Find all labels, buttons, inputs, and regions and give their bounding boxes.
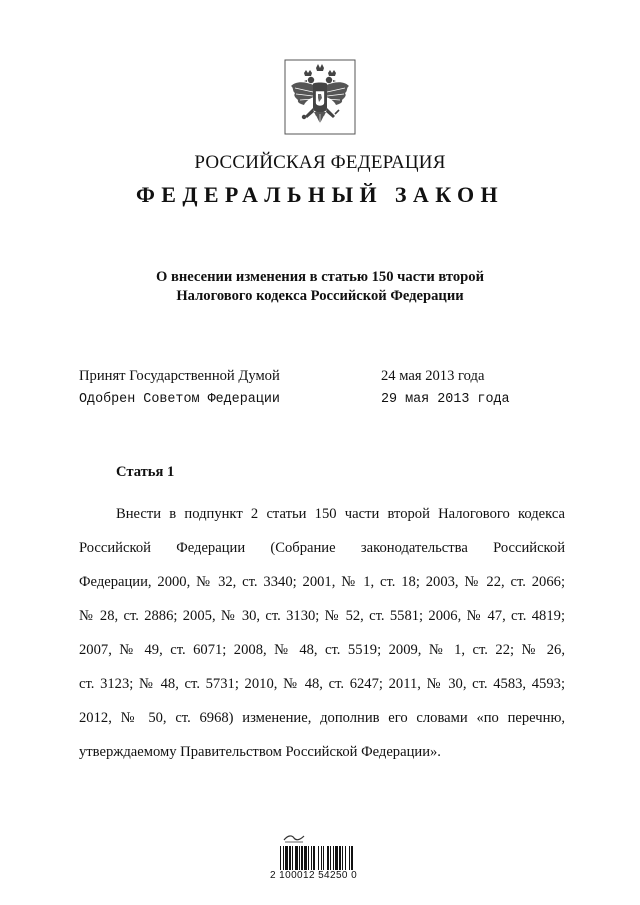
article-line: Федерации, 2000, № 32, ст. 3340; 2001, № 1, ст. 18; 2003, № 22, ст. 2066; xyxy=(79,574,565,590)
article-line: 2012, № 50, ст. 6968) изменение, дополнив его словами «по перечню, xyxy=(79,710,565,726)
article-line: утверждаемому Правительством Российской Федерации». xyxy=(79,744,441,760)
article-line: Внести в подпункт 2 статьи 150 части второй Налогового кодекса xyxy=(116,506,565,522)
adoption-label: Одобрен Советом Федерации xyxy=(79,392,280,407)
country-name: РОССИЙСКАЯ ФЕДЕРАЦИЯ xyxy=(194,152,446,173)
russian-coat-of-arms-emblem xyxy=(283,58,357,136)
document-type: ФЕДЕРАЛЬНЫЙ ЗАКОН xyxy=(135,182,505,207)
adoption-date: 29 мая 2013 года xyxy=(381,392,510,407)
article-heading: Статья 1 xyxy=(116,464,175,480)
article-line: ст. 3123; № 48, ст. 5731; 2010, № 48, ст. 6247; 2011, № 30, ст. 4583, 4593; xyxy=(79,676,565,692)
law-title xyxy=(0,268,640,306)
barcode-number: 2 100012 54250 0 xyxy=(270,870,358,881)
adoption-date: 24 мая 2013 года xyxy=(381,368,485,384)
law-title-line: О внесении изменения в статью 150 части второй xyxy=(155,269,485,285)
adoption-label: Принят Государственной Думой xyxy=(79,368,280,384)
article-body xyxy=(79,497,565,769)
law-title-line: Налогового кодекса Российской Федерации xyxy=(176,288,464,304)
barcode xyxy=(280,846,376,870)
article-line: № 28, ст. 2886; 2005, № 30, ст. 3130; № 52, ст. 5581; 2006, № 47, ст. 4819; xyxy=(79,608,565,624)
article-line: Российской Федерации (Собрание законодательства Российской xyxy=(79,540,565,556)
article-line: 2007, № 49, ст. 6071; 2008, № 48, ст. 5519; 2009, № 1, ст. 22; № 26, xyxy=(79,642,565,658)
registration-mark-icon xyxy=(282,833,306,843)
